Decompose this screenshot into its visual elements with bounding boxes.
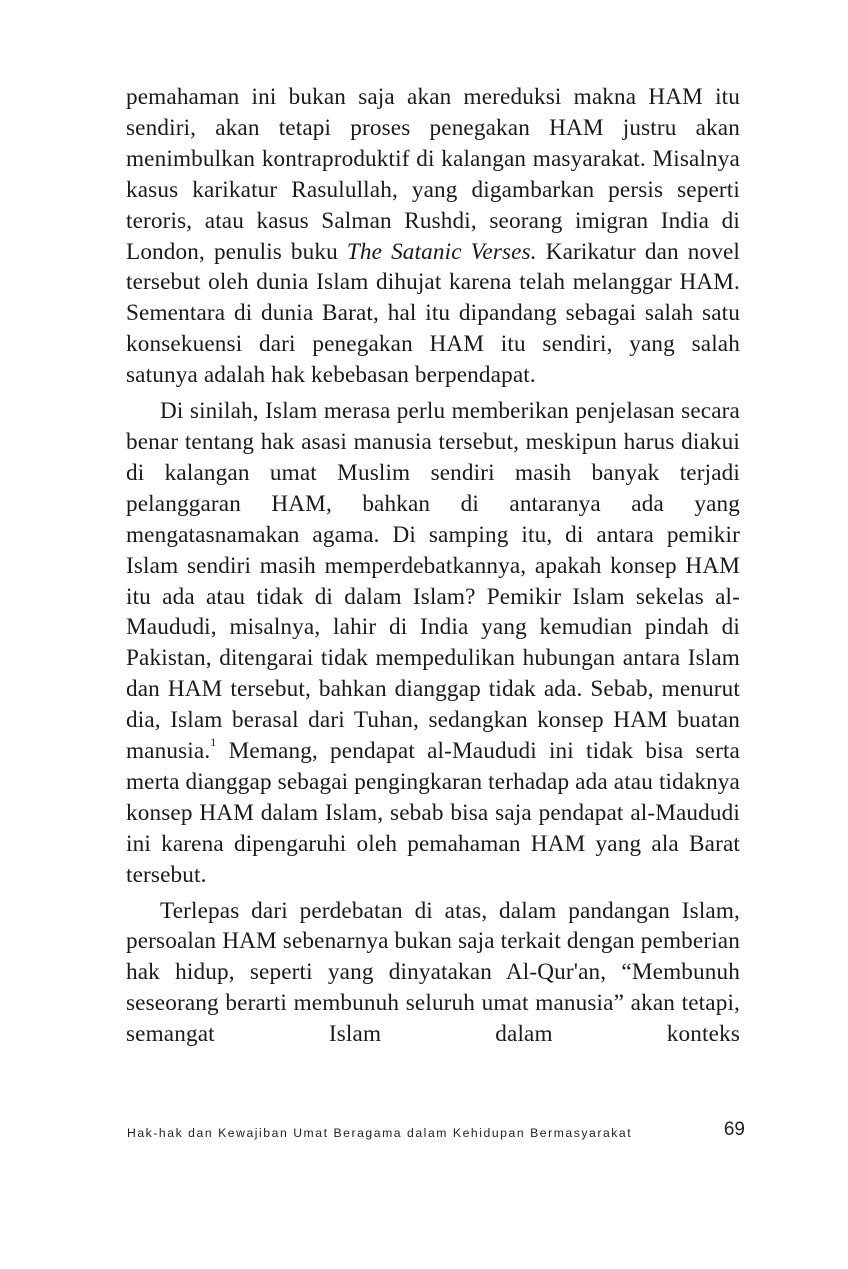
paragraph-3 [126, 896, 740, 1051]
book-title: The Satanic Verses. [346, 238, 537, 265]
paragraph-2-text-end: Memang, pendapat al-Maududi ini tidak bisa serta merta dianggap sebagai pengingkaran terhadap ada atau tidaknya konsep HAM dalam Islam, sebab bisa saja pendapat al-Maududi ini karena dipengaruhi oleh pemahaman HAM yang ala Barat tersebut. [126, 738, 740, 888]
paragraph-2 [126, 396, 740, 891]
paragraph-3-text: Terlepas dari perdebatan di atas, dalam pandangan Islam, persoalan HAM sebenarnya bukan saja terkait dengan pemberian hak hidup, seperti yang dinyatakan Al-Qur'an, “Membunuh seseorang berarti membunuh seluruh umat manusia” akan tetapi, semangat Islam dalam konteks [126, 897, 740, 1048]
paragraph-1-text-start: pemahaman ini bukan saja akan mereduksi makna HAM itu sendiri, akan tetapi proses penegakan HAM justru akan menimbulkan kontraproduktif di kalangan masyarakat. Misalnya kasus karikatur Rasulullah, yang digambarkan persis seperti teroris, atau kasus Salman Rushdi, seorang imigran India di London, penulis buku [126, 84, 740, 265]
paragraph-1-text-end: Karikatur dan novel tersebut oleh dunia Islam dihujat karena telah melanggar HAM. Sementara di dunia Barat, hal itu dipandang sebagai salah satu konsekuensi dari penegakan HAM itu sendiri, yang salah satunya adalah hak kebebasan berpendapat. [126, 238, 741, 389]
footnote-reference[interactable]: 1 [210, 735, 217, 750]
page-body [126, 82, 740, 1055]
paragraph-2-text-start: Di sinilah, Islam merasa perlu memberikan penjelasan secara benar tentang hak asasi manusia tersebut, meskipun harus diakui di kalangan umat Muslim sendiri masih banyak terjadi pelanggaran HAM, bahkan di antaranya ada yang mengatasnamakan agama. Di samping itu, di antara pemikir Islam sendiri masih memperdebatkannya, apakah konsep HAM itu ada atau tidak di dalam Islam? Pemikir Islam sekelas al-Maududi, misalnya, lahir di India yang kemudian pindah di Pakistan, ditengarai tidak mempedulikan hubungan antara Islam dan HAM tersebut, bahkan dianggap tidak ada. Sebab, menurut dia, Islam berasal dari Tuhan, sedangkan konsep HAM buatan manusia. [126, 398, 740, 765]
page-number: 69 [723, 1119, 745, 1140]
paragraph-1 [126, 82, 740, 391]
running-footer-title: Hak-hak dan Kewajiban Umat Beragama dalam Kehidupan Bermasyarakat [127, 1126, 633, 1140]
